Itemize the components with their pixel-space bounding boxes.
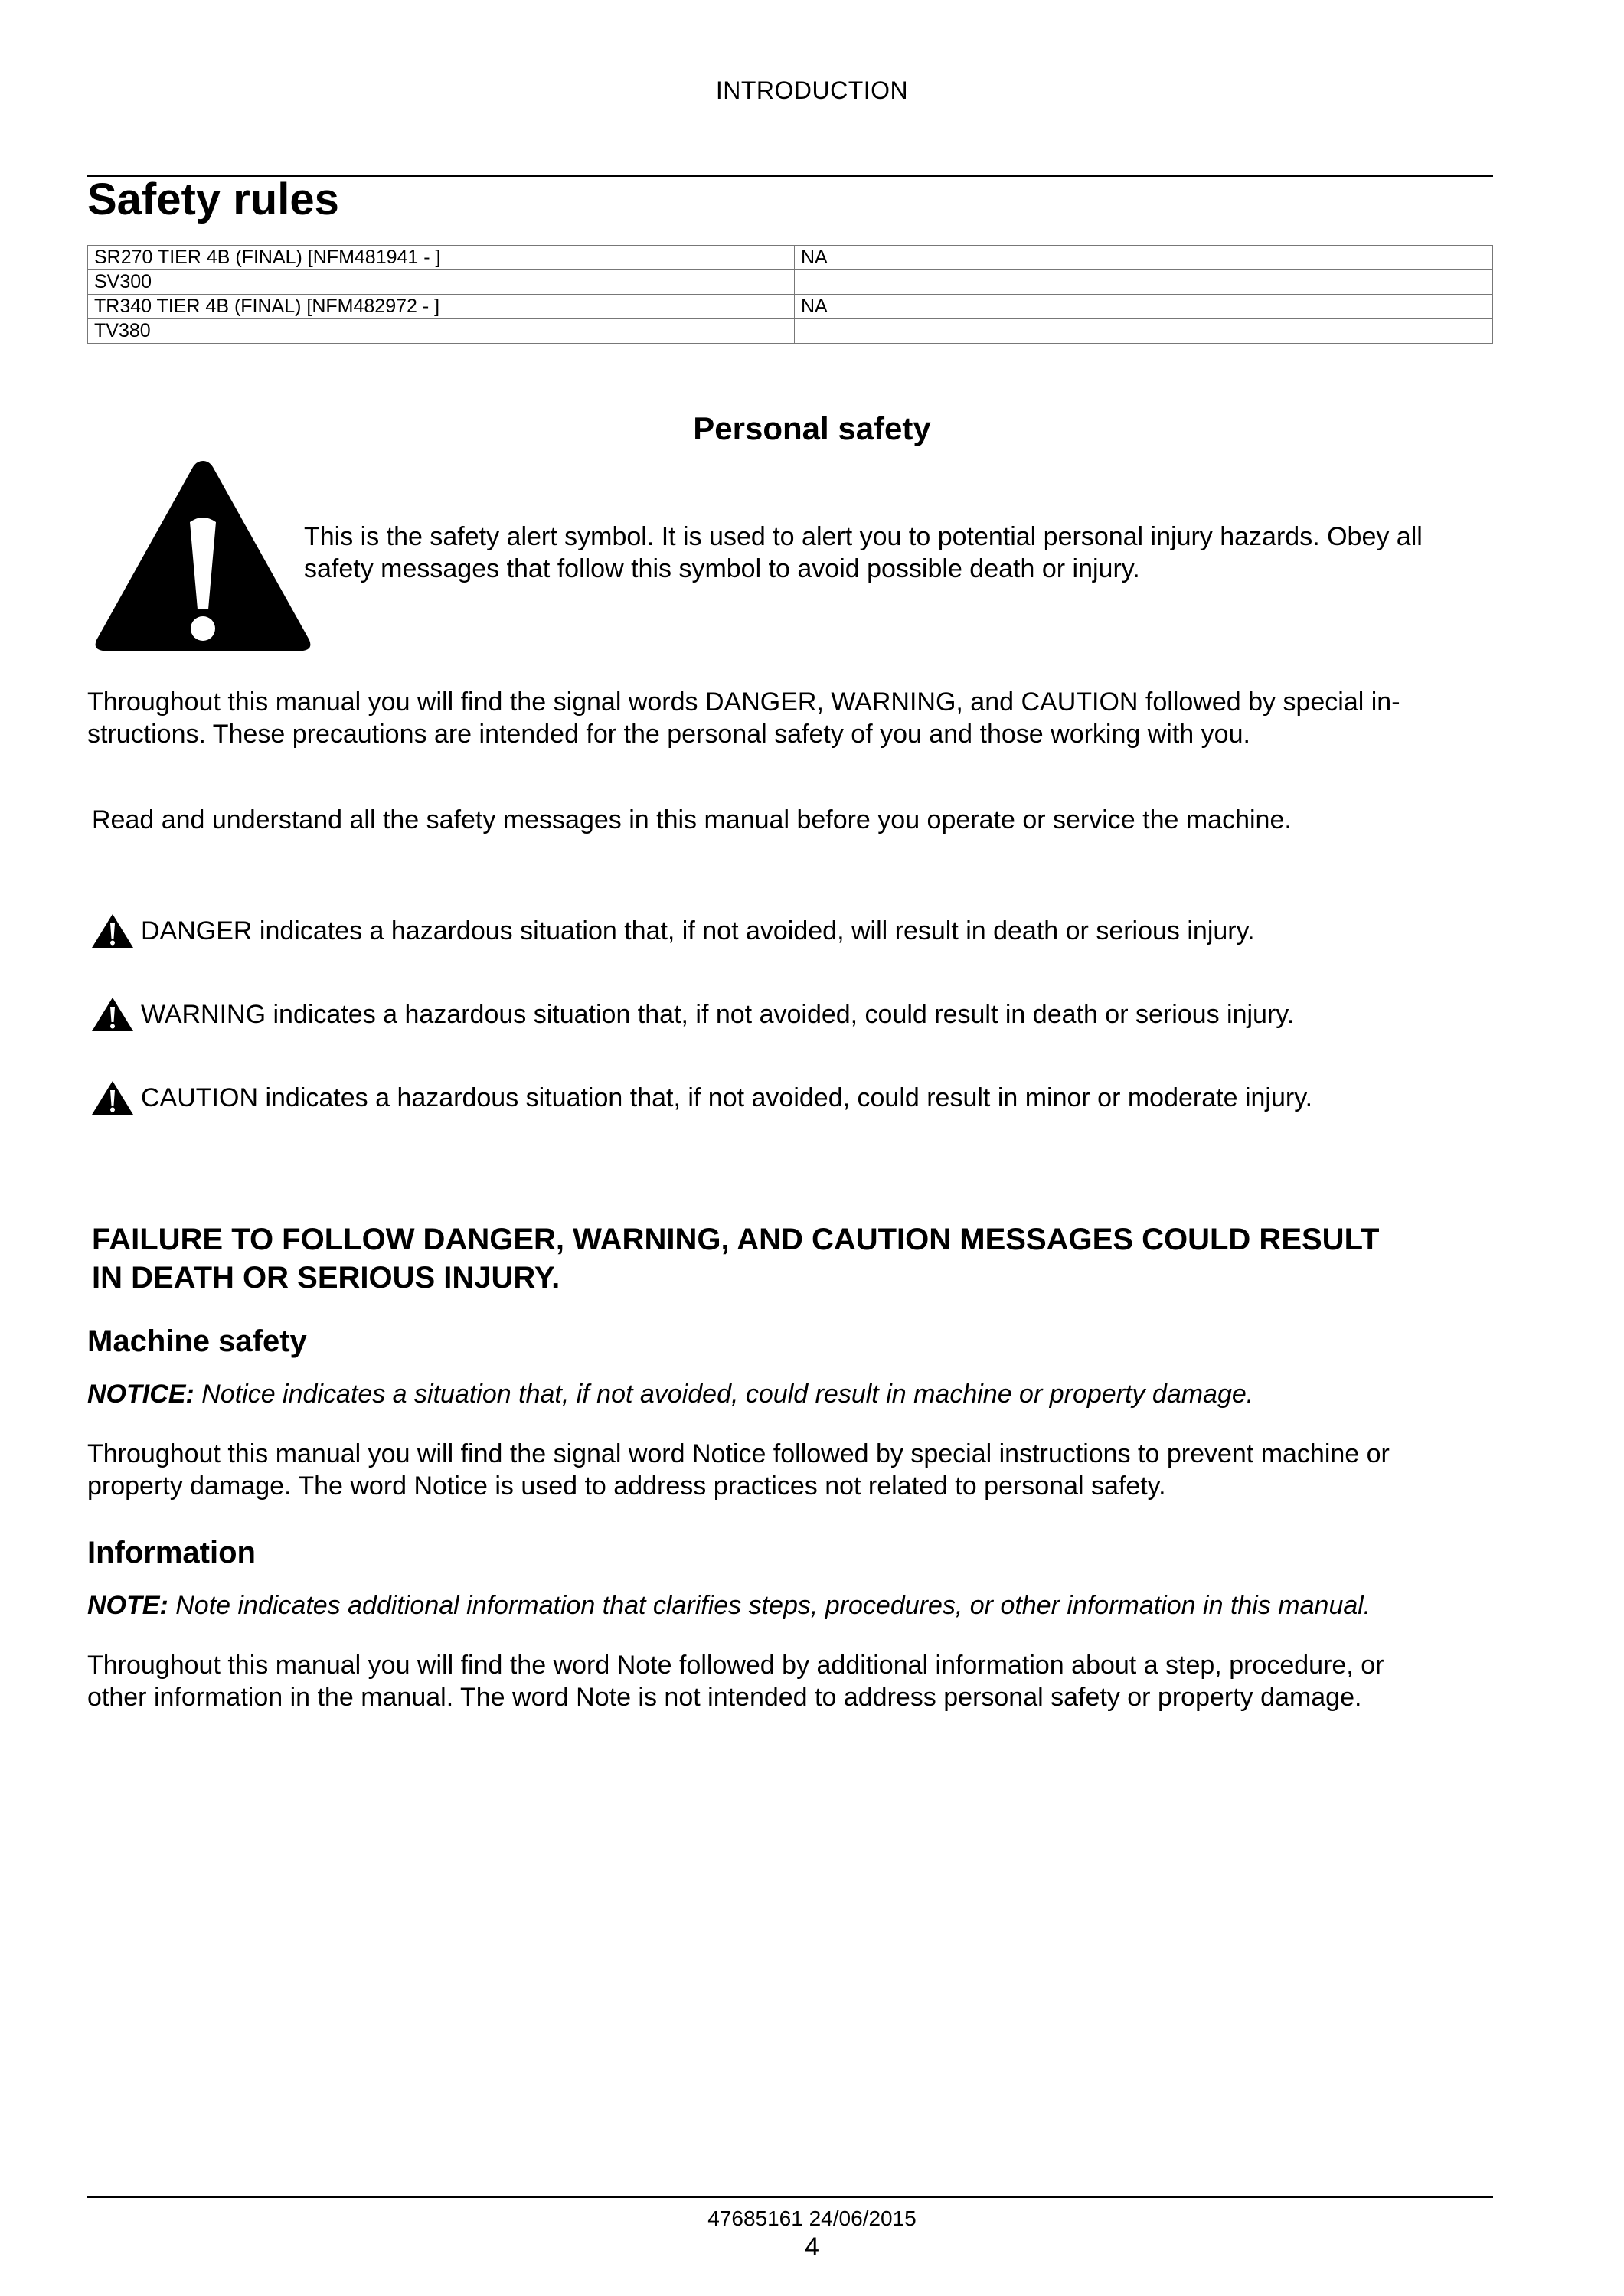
model-cell: TV380 xyxy=(88,319,795,344)
table-row xyxy=(88,270,1493,295)
machine-safety-heading: Machine safety xyxy=(87,1324,307,1358)
running-header: INTRODUCTION xyxy=(715,77,909,104)
value-cell xyxy=(795,270,1493,295)
caution-statement xyxy=(90,1079,1312,1116)
warning-triangle-icon xyxy=(90,996,135,1033)
page-title: Safety rules xyxy=(87,175,339,224)
warning-triangle-icon xyxy=(92,456,314,657)
model-cell: SR270 TIER 4B (FINAL) [NFM481941 - ] xyxy=(88,246,795,270)
paragraph-line: other information in the manual. The word Note is not intended to address personal safety or property damage. xyxy=(87,1683,1362,1712)
warning-triangle-icon xyxy=(90,1079,135,1116)
footer-rule xyxy=(87,2196,1493,2198)
information-paragraph xyxy=(87,1649,1493,1713)
danger-statement xyxy=(90,913,1255,949)
signal-words-paragraph xyxy=(87,686,1493,750)
failure-warning-line: FAILURE TO FOLLOW DANGER, WARNING, AND CAUTION MESSAGES COULD RESULT xyxy=(92,1223,1380,1256)
failure-warning-line: IN DEATH OR SERIOUS INJURY. xyxy=(92,1261,560,1295)
note-definition xyxy=(87,1589,1493,1622)
table-row xyxy=(88,246,1493,270)
failure-warning xyxy=(92,1220,1498,1297)
document-code: 47685161 24/06/2015 xyxy=(707,2206,917,2230)
warning-triangle-icon xyxy=(90,913,135,949)
notice-text: Notice indicates a situation that, if not avoided, could result in machine or property damage. xyxy=(194,1380,1254,1409)
caution-text: CAUTION indicates a hazardous situation that, if not avoided, could result in minor or moderate injury. xyxy=(141,1083,1313,1112)
alert-text-line: safety messages that follow this symbol to avoid possible death or injury. xyxy=(304,554,1140,583)
alert-text-line: This is the safety alert symbol. It is used to alert you to potential personal injury hazards. Obey all xyxy=(304,522,1423,551)
paragraph-line: Throughout this manual you will find the signal word Notice followed by special instructions to prevent machine or xyxy=(87,1439,1390,1468)
paragraph-line: structions. These precautions are intended for the personal safety of you and those working with you. xyxy=(87,720,1250,749)
note-label: NOTE: xyxy=(87,1591,168,1620)
table-row xyxy=(88,295,1493,319)
page-number: 4 xyxy=(805,2232,819,2262)
information-heading: Information xyxy=(87,1536,256,1569)
warning-statement xyxy=(90,996,1294,1033)
paragraph-line: Throughout this manual you will find the signal words DANGER, WARNING, and CAUTION followed by special in- xyxy=(87,687,1400,717)
warning-text: WARNING indicates a hazardous situation that, if not avoided, could result in death or serious injury. xyxy=(141,1000,1295,1029)
danger-text: DANGER indicates a hazardous situation that, if not avoided, will result in death or serious injury. xyxy=(141,916,1255,946)
alert-symbol-description xyxy=(304,521,1495,585)
machine-safety-paragraph xyxy=(87,1438,1493,1502)
note-text: Note indicates additional information that clarifies steps, procedures, or other information in this manual. xyxy=(168,1591,1371,1620)
model-cell: TR340 TIER 4B (FINAL) [NFM482972 - ] xyxy=(88,295,795,319)
paragraph-line: Throughout this manual you will find the word Note followed by additional information about a step, procedure, or xyxy=(87,1651,1384,1680)
personal-safety-heading: Personal safety xyxy=(693,410,931,446)
applicability-table xyxy=(87,245,1493,344)
value-cell xyxy=(795,319,1493,344)
table-row xyxy=(88,319,1493,344)
read-understand-paragraph: Read and understand all the safety messages in this manual before you operate or service the machine. xyxy=(92,805,1292,834)
notice-label: NOTICE: xyxy=(87,1380,194,1409)
value-cell: NA xyxy=(795,246,1493,270)
paragraph-line: property damage. The word Notice is used to address practices not related to personal safety. xyxy=(87,1471,1166,1501)
model-cell: SV300 xyxy=(88,270,795,295)
notice-definition xyxy=(87,1378,1493,1410)
value-cell: NA xyxy=(795,295,1493,319)
